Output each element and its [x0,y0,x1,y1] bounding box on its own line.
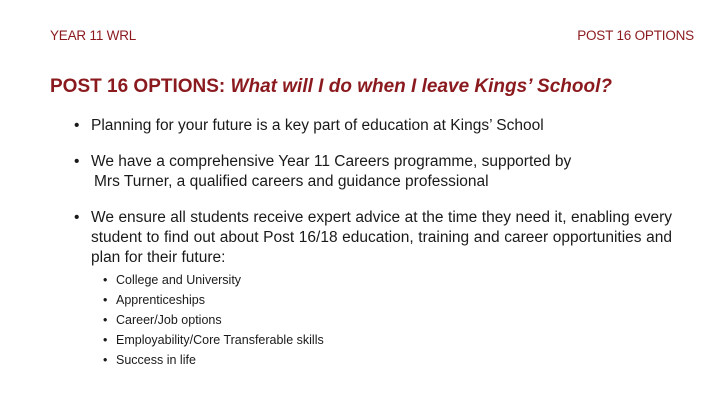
bullet-text: Planning for your future is a key part of education at Kings’ School [91,117,544,134]
bullet-item [74,116,672,136]
sub-bullet-item: • Employability/Core Transferable skills [103,330,672,350]
slide-title [50,76,612,98]
sub-bullet-item: • Success in life [103,350,672,370]
title-question: What will I do when I leave Kings’ School? [230,76,612,97]
header-left: YEAR 11 WRL [50,28,137,43]
sub-bullet-item: • Career/Job options [103,310,672,330]
sub-bullet-item: • College and University [103,270,672,290]
bullet-text-line2: Mrs Turner, a qualified careers and guidance professional [94,173,489,190]
bullet-list [74,116,672,374]
bullet-item [74,152,672,192]
header-right: POST 16 OPTIONS [577,28,694,43]
title-prefix: POST 16 OPTIONS: [50,76,231,97]
bullet-text: We ensure all students receive expert advice at the time they need it, enabling every student to find out about Post 16/18 education, training and career opportunities and plan for their future: [91,209,672,266]
bullet-text: We have a comprehensive Year 11 Careers programme, supported by [91,153,572,170]
sub-bullet-item: • Apprenticeships [103,290,672,310]
bullet-item [74,208,672,370]
sub-bullet-list [91,270,672,370]
